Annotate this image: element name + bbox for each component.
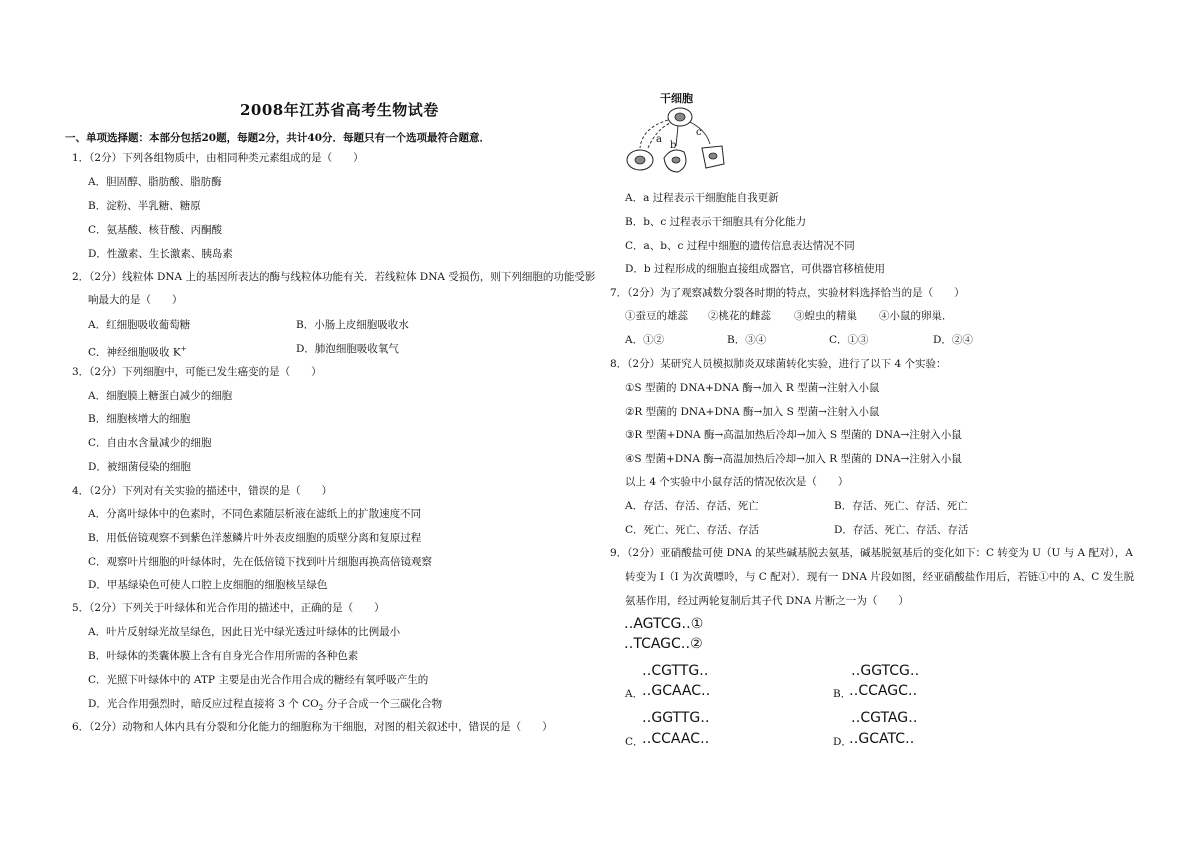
q7-material-3: ③蝗虫的精巢	[794, 310, 857, 322]
q3-option-b[interactable]: B．细胞核增大的细胞	[88, 413, 191, 425]
q1-option-d[interactable]: D．性激素、生长激素、胰岛素	[88, 248, 233, 260]
section-heading: 一、单项选择题：本部分包括20题，每题2分，共计40分．每题只有一个选项最符合题意．	[65, 132, 491, 144]
q7-material-2: ②桃花的雌蕊	[708, 310, 771, 322]
q1-option-c[interactable]: C．氨基酸、核苷酸、丙酮酸	[88, 224, 223, 236]
daughter-cell-left-nucleus	[635, 156, 645, 164]
q5-option-a[interactable]: A．叶片反射绿光故呈绿色，因此日光中绿光透过叶绿体的比例最小	[88, 626, 401, 638]
q5-stem: 5．（2分）下列关于叶绿体和光合作用的描述中，正确的是（ ）	[72, 602, 385, 614]
q8-option-c[interactable]: C．死亡、死亡、存活、存活	[625, 524, 760, 536]
arrow-a	[640, 120, 668, 148]
q9-option-a-top: ‥CGTTG‥	[642, 663, 709, 679]
label-a: a	[656, 134, 662, 145]
q4-stem: 4．（2分）下列对有关实验的描述中，错误的是（ ）	[72, 485, 333, 497]
q9-option-b-bottom: ‥CCAGC‥	[849, 683, 918, 699]
q9-option-a-bottom: ‥GCAAC‥	[642, 683, 711, 699]
q1-stem: 1．（2分）下列各组物质中，由相同种类元素组成的是（ ）	[72, 152, 364, 164]
q6-stem: 6．（2分）动物和人体内具有分裂和分化能力的细胞称为干细胞，对图的相关叙述中，错误的是（ ）	[72, 721, 553, 733]
q8-item-3: ③R 型菌+DNA 酶→高温加热后冷却→加入 S 型菌的 DNA→注射入小鼠	[625, 429, 962, 441]
stem-cell-nucleus	[675, 113, 685, 121]
q2-option-b[interactable]: B．小肠上皮细胞吸收水	[296, 319, 409, 331]
q8-option-a[interactable]: A．存活、存活、存活、死亡	[625, 500, 759, 512]
middle-cell-nucleus	[672, 157, 680, 163]
dna-strand-2: ‥TCAGC‥②	[624, 636, 703, 652]
paper-title: 2008年江苏省高考生物试卷	[240, 101, 439, 119]
q6-option-a[interactable]: A．a 过程表示干细胞能自我更新	[625, 192, 779, 204]
label-c: c	[696, 127, 702, 138]
q7-option-c[interactable]: C．①③	[829, 334, 869, 346]
q9-option-b-label[interactable]: B．	[833, 688, 852, 700]
figure-drawing	[620, 90, 740, 180]
q9-option-c-label[interactable]: C．	[625, 736, 644, 748]
label-b: b	[670, 140, 677, 151]
q9-option-c-top: ‥GGTTG‥	[642, 710, 710, 726]
q5-option-b[interactable]: B．叶绿体的类囊体膜上含有自身光合作用所需的各种色素	[88, 650, 359, 662]
q5-option-d-text2: 分子合成一个三碳化合物	[323, 698, 443, 710]
q7-stem: 7．（2分）为了观察减数分裂各时期的特点，实验材料选择恰当的是（ ）	[610, 287, 965, 299]
q2-option-c-superscript: +	[180, 345, 187, 353]
q9-option-d-label[interactable]: D．	[833, 736, 852, 748]
q1-option-b[interactable]: B．淀粉、半乳糖、糖原	[88, 200, 201, 212]
q3-option-d[interactable]: D．被细菌侵染的细胞	[88, 461, 191, 473]
q4-option-d[interactable]: D．甲基绿染色可使人口腔上皮细胞的细胞核呈绿色	[88, 579, 328, 591]
right-cell-nucleus	[709, 153, 717, 159]
q5-option-c[interactable]: C．光照下叶绿体中的 ATP 主要是由光合作用合成的糖经有氧呼吸产生的	[88, 674, 429, 686]
q9-option-c-bottom: ‥CCAAC‥	[642, 731, 710, 747]
q4-option-c[interactable]: C．观察叶片细胞的叶绿体时，先在低倍镜下找到叶片细胞再换高倍镜观察	[88, 556, 433, 568]
q1-option-a[interactable]: A．胆固醇、脂肪酸、脂肪酶	[88, 176, 222, 188]
q8-option-b[interactable]: B．存活、死亡、存活、死亡	[834, 500, 968, 512]
q2-stem-line1: 2．（2分）线粒体 DNA 上的基因所表达的酶与线粒体功能有关．若线粒体 DNA 受损伤，则下列细胞的功能受影	[72, 271, 596, 283]
q2-option-a[interactable]: A．红细胞吸收葡萄糖	[88, 319, 191, 331]
q9-stem-line2: 转变为 I（I 为次黄嘌呤，与 C 配对）．现有一 DNA 片段如图，经亚硝酸盐作用后，若链①中的 A、C 发生脱	[625, 571, 1135, 583]
q7-option-d[interactable]: D．②④	[933, 334, 973, 346]
q8-summary: 以上 4 个实验中小鼠存活的情况依次是（ ）	[625, 476, 849, 488]
q6-option-c[interactable]: C．a、b、c 过程中细胞的遗传信息表达情况不同	[625, 240, 855, 252]
q5-option-d[interactable]	[88, 697, 442, 715]
q7-option-a[interactable]: A．①②	[625, 334, 665, 346]
q2-option-c[interactable]	[88, 342, 187, 360]
stem-cell-figure	[620, 90, 740, 180]
q9-stem-line3: 氨基作用，经过两轮复制后其子代 DNA 片断之一为（ ）	[625, 595, 909, 607]
q9-stem-line1: 9．（2分）亚硝酸盐可使 DNA 的某些碱基脱去氨基，碱基脱氨基后的变化如下：C 转变为 U（U 与 A 配对），A	[610, 547, 1133, 559]
q4-option-a[interactable]: A．分离叶绿体中的色素时，不同色素随层析液在滤纸上的扩散速度不同	[88, 508, 422, 520]
q7-material-1: ①蚕豆的雄蕊	[625, 310, 688, 322]
q5-option-d-text1: D．光合作用强烈时，暗反应过程直接将 3 个 CO	[88, 698, 319, 710]
q6-option-b[interactable]: B．b、c 过程表示干细胞具有分化能力	[625, 216, 807, 228]
q4-option-b[interactable]: B．用低倍镜观察不到紫色洋葱鳞片叶外表皮细胞的质壁分离和复原过程	[88, 532, 422, 544]
figure-title: 干细胞	[660, 92, 693, 105]
q9-option-b-top: ‥GGTCG‥	[851, 663, 920, 679]
q5-option-d-subscript: 2	[318, 704, 324, 713]
q8-item-2: ②R 型菌的 DNA+DNA 酶→加入 S 型菌→注射入小鼠	[625, 406, 880, 418]
q9-option-d-top: ‥CGTAG‥	[851, 710, 918, 726]
q9-option-d-bottom: ‥GCATC‥	[849, 731, 915, 747]
q3-option-c[interactable]: C．自由水含量减少的细胞	[88, 437, 212, 449]
q2-option-c-text: C．神经细胞吸收 K	[88, 346, 181, 359]
q3-option-a[interactable]: A．细胞膜上糖蛋白减少的细胞	[88, 390, 233, 402]
q7-material-4: ④小鼠的卵巢．	[879, 310, 953, 322]
q8-item-1: ①S 型菌的 DNA+DNA 酶→加入 R 型菌→注射入小鼠	[625, 382, 880, 394]
q2-stem-line2: 响最大的是（ ）	[88, 294, 183, 306]
q3-stem: 3．（2分）下列细胞中，可能已发生癌变的是（ ）	[72, 366, 322, 378]
q9-option-a-label[interactable]: A．	[625, 688, 644, 700]
q6-option-d[interactable]: D．b 过程形成的细胞直接组成器官，可供器官移植使用	[625, 263, 885, 275]
q8-stem: 8．（2分）某研究人员模拟肺炎双球菌转化实验，进行了以下 4 个实验：	[610, 358, 947, 370]
q2-option-d[interactable]: D．肺泡细胞吸收氧气	[296, 343, 399, 355]
dna-strand-1: ‥AGTCG‥①	[624, 616, 704, 632]
q8-item-4: ④S 型菌+DNA 酶→高温加热后冷却→加入 R 型菌的 DNA→注射入小鼠	[625, 453, 962, 465]
q7-option-b[interactable]: B．③④	[727, 334, 767, 346]
q8-option-d[interactable]: D．存活、死亡、存活、存活	[834, 524, 969, 536]
